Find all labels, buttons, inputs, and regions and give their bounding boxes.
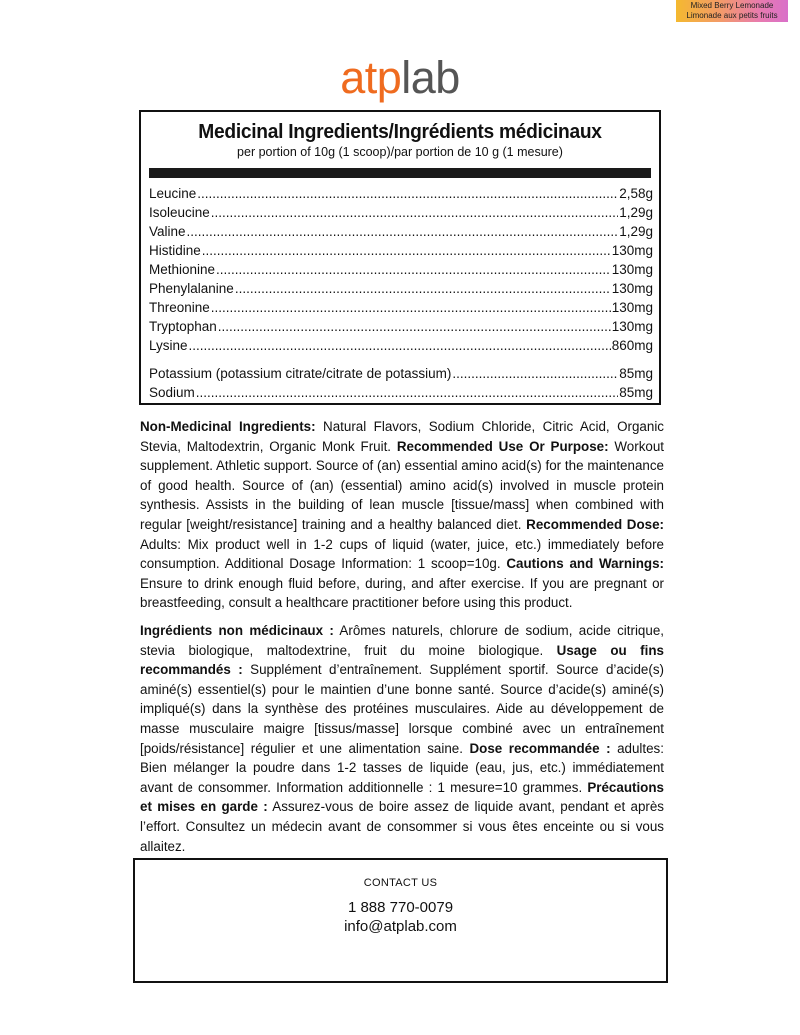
dot-leader [211,298,611,317]
nmi-text-en: Natural Flavors, Sodium Chloride, Citric Acid, Organic Stevia, Maltodextrin, Organic Monk Fruit. [140,419,664,454]
dose-label-fr: Dose recommandée : [469,740,611,756]
flavor-name-fr: Limonade aux petits fruits [686,11,778,20]
logo-part-lab: lab [401,52,460,103]
ingredient-name: Leucine [149,186,197,201]
warnings-text-fr: Assurez-vous de boire assez de liquide avant, pendant et après l’effort. Consultez un médecin avant de consommer si vous êtes enceinte ou si vous allaitez. [140,799,664,854]
nmi-label-en: Non-Medicinal Ingredients: [140,419,316,434]
nmi-text-fr: Arômes naturels, chlorure de sodium, acide citrique, stevia biologique, maltodextrine, fruit du moine biologique. [140,623,664,658]
use-label-fr: Usage ou fins recommandés : [140,642,664,678]
ingredient-row [149,222,653,241]
medicinal-title: Medicinal Ingredients/Ingrédients médicinaux [198,121,602,143]
dot-leader [216,260,611,279]
dot-leader [235,279,611,298]
ingredient-amount: 1,29g [619,224,653,239]
ingredient-name: Methionine [149,262,216,277]
ingredient-row [149,203,653,222]
ingredient-row [149,383,653,402]
flavor-name-en: Mixed Berry Lemonade [690,1,774,10]
dot-leader [197,184,618,203]
warnings-text-en: Ensure to drink enough fluid before, during, and after exercise. If you are pregnant or breastfeeding, consult a healthcare practitioner before using this product. [140,575,664,611]
use-label-en: Recommended Use Or Purpose: [396,438,609,454]
ingredient-row [149,336,653,355]
warnings-label-fr: Précautions et mises en garde : [140,779,664,815]
english-label-paragraph [140,417,664,613]
header-divider-bar [149,168,651,178]
ingredient-name: Potassium (potassium citrate/citrate de potassium) [149,366,452,381]
dot-leader [187,222,619,241]
ingredient-amount: 130mg [611,319,653,334]
ingredient-amount: 85mg [619,366,653,381]
nmi-label-fr: Ingrédients non médicinaux : [140,623,334,638]
ingredient-amount: 1,29g [619,205,653,220]
medicinal-subtitle: per portion of 10g (1 scoop)/par portion de 10 g (1 mesure) [237,145,563,159]
ingredient-row [149,279,653,298]
dose-label-en: Recommended Dose: [526,516,664,532]
ingredient-amount: 2,58g [619,186,653,201]
use-text-fr: Supplément d’entraînement. Supplément sportif. Source d’acide(s) aminé(s) essentiel(s) pour le maintien d’une bonne santé. Source d’acide(s) aminé(s) impliqué(s) dans la synthèse des protéines musculaires. Aide au développement de masse musculaire maigre [tissus/masse] lorsque combiné avec un entraînement [poids/résistance] régulier et une alimentation saine. [140,662,664,756]
ingredient-list [141,178,659,402]
flavor-tag [676,0,788,22]
medicinal-ingredients-box [139,110,661,405]
dose-text-fr: adultes: Bien mélanger la poudre dans 1-2 tasses de liquide (eau, jus, etc.) immédiatement avant de consommer. Information additionnelle : 1 mesure=10 grammes. [140,740,664,795]
ingredient-row [149,317,653,336]
ingredient-name: Tryptophan [149,319,217,334]
brand-logo [0,50,800,106]
dose-text-en: Adults: Mix product well in 1-2 cups of liquid (water, juice, etc.) immediately before consumption. Additional Dosage Information: 1 scoop=10g. [140,536,664,572]
french-label-paragraph [140,621,664,856]
ingredient-name: Threonine [149,300,210,315]
ingredient-row [149,364,653,383]
use-text-en: Workout supplement. Athletic support. Source of (an) essential amino acid(s) for the maintenance of good health. Source of (an) (essential) amino acid(s) involved in muscle protein synthesis. Assists in the building of lean muscle [tissue/mass] when combined with regular [weight/resistance] training and a healthy balanced diet. [140,438,665,532]
ingredient-name: Sodium [149,385,195,400]
contact-heading: CONTACT US [363,877,438,889]
ingredient-amount: 130mg [611,243,653,258]
ingredient-row [149,184,653,203]
ingredient-row [149,260,653,279]
ingredient-name: Histidine [149,243,201,258]
ingredient-amount: 860mg [611,338,653,353]
ingredient-name: Isoleucine [149,205,210,220]
dot-leader [196,383,618,402]
logo-part-atp: atp [340,52,402,103]
ingredient-name: Phenylalanine [149,281,234,296]
warnings-label-en: Cautions and Warnings: [506,556,665,572]
dot-leader [202,241,611,260]
ingredient-amount: 130mg [611,281,653,296]
dot-leader [189,336,611,355]
contact-email: info@atplab.com [344,918,457,935]
ingredient-amount: 130mg [611,300,653,315]
dot-leader [211,203,618,222]
ingredient-amount: 85mg [619,385,653,400]
contact-phone: 1 888 770-0079 [347,899,454,916]
ingredient-name: Valine [149,224,186,239]
dot-leader [218,317,611,336]
ingredient-row [149,241,653,260]
contact-box [133,858,668,983]
ingredient-row [149,298,653,317]
ingredient-group-spacer [149,355,653,364]
ingredient-amount: 130mg [611,262,653,277]
ingredient-name: Lysine [149,338,188,353]
dot-leader [452,364,618,383]
